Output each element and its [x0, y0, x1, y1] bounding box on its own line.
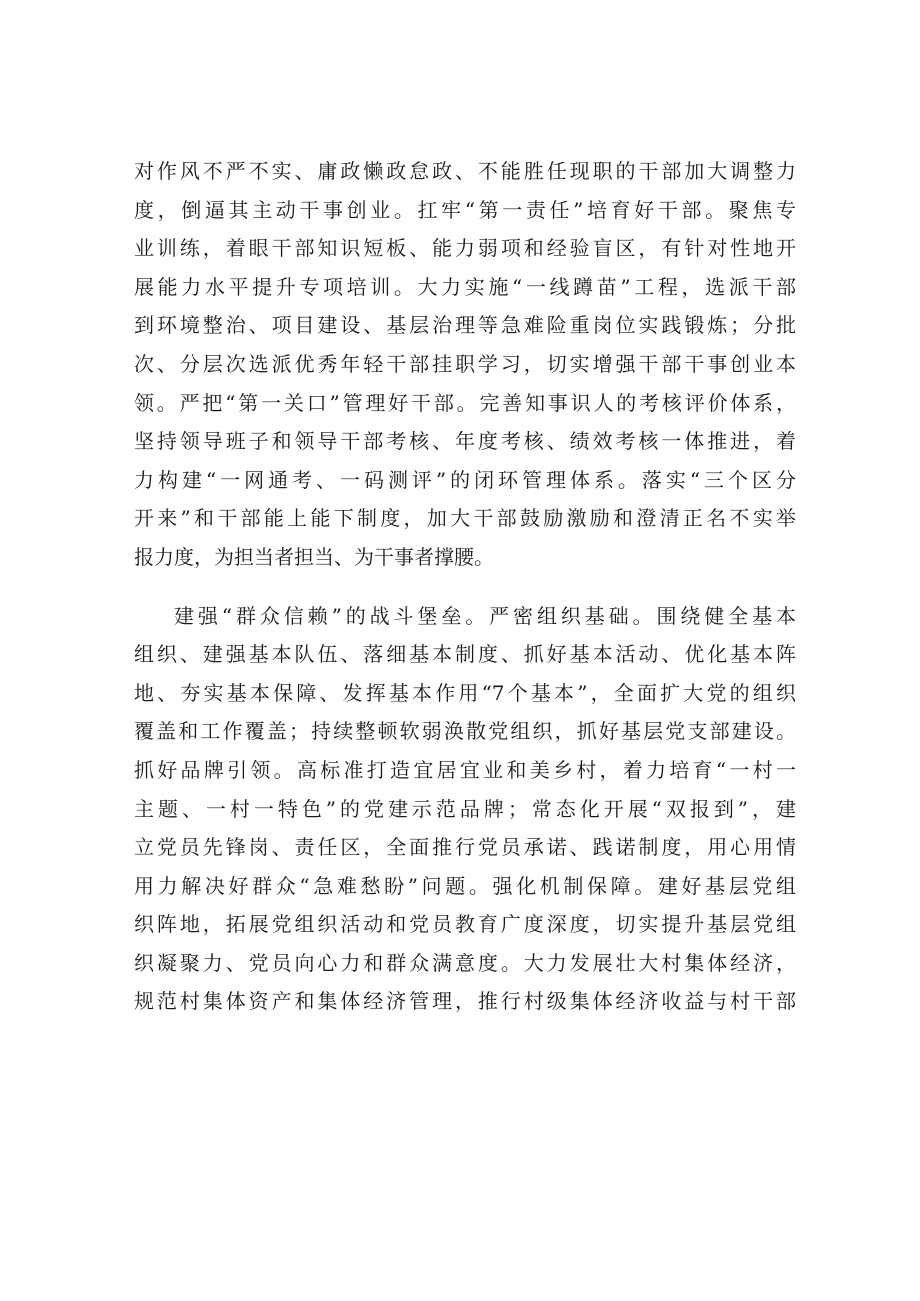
text-line: 规范村集体资产和集体经济管理，推行村级集体经济收益与村干部 — [134, 989, 796, 1014]
text-line: 主题、一村一特色”的党建示范品牌；常态化开展“双报到”，建 — [134, 796, 796, 821]
text-line: 对作风不严不实、庸政懒政怠政、不能胜任现职的干部加大调整力 — [134, 159, 796, 183]
text-line: 用力解决好群众“急难愁盼”问题。强化机制保障。建好基层党组 — [134, 873, 796, 898]
text-line: 组织、建强基本队伍、落细基本制度、抓好基本活动、优化基本阵 — [134, 642, 796, 667]
text-line: 建强“群众信赖”的战斗堡垒。严密组织基础。围绕健全基本 — [174, 603, 796, 628]
text-line: 地、夯实基本保障、发挥基本作用“7个基本”，全面扩大党的组织 — [134, 680, 796, 705]
text-line: 次、分层次选派优秀年轻干部挂职学习，切实增强干部干事创业本 — [134, 351, 796, 376]
text-line: 报力度，为担当者担当、为干事者撑腰。 — [134, 544, 494, 569]
text-line: 领。严把“第一关口”管理好干部。完善知事识人的考核评价体系， — [134, 390, 796, 415]
document-body — [134, 152, 796, 1021]
text-line: 开来”和干部能上能下制度，加大干部鼓励激励和澄清正名不实举 — [134, 506, 796, 531]
paragraph-cadre-management — [134, 152, 796, 577]
text-line: 到环境整治、项目建设、基层治理等急难险重岗位实践锻炼；分批 — [134, 313, 796, 338]
text-line: 抓好品牌引领。高标准打造宜居宜业和美乡村，着力培育“一村一 — [134, 757, 796, 782]
text-line: 业训练，着眼干部知识短板、能力弱项和经验盲区，有针对性地开 — [134, 236, 796, 261]
text-line: 力构建“一网通考、一码测评”的闭环管理体系。落实“三个区分 — [134, 467, 796, 492]
text-line: 覆盖和工作覆盖；持续整顿软弱涣散党组织，抓好基层党支部建设。 — [134, 719, 796, 744]
text-line: 织阵地，拓展党组织活动和党员教育广度深度，切实提升基层党组 — [134, 912, 796, 937]
paragraph-fighting-fortress — [134, 597, 796, 1022]
text-line: 展能力水平提升专项培训。大力实施“一线蹲苗”工程，选派干部 — [134, 274, 796, 299]
text-line: 度，倒逼其主动干事创业。扛牢“第一责任”培育好干部。聚焦专 — [134, 197, 796, 222]
text-line: 织凝聚力、党员向心力和群众满意度。大力发展壮大村集体经济， — [134, 950, 796, 975]
paragraph-gap — [134, 577, 796, 597]
text-line: 坚持领导班子和领导干部考核、年度考核、绩效考核一体推进，着 — [134, 429, 796, 454]
text-line: 立党员先锋岗、责任区，全面推行党员承诺、践诺制度，用心用情 — [134, 835, 796, 860]
